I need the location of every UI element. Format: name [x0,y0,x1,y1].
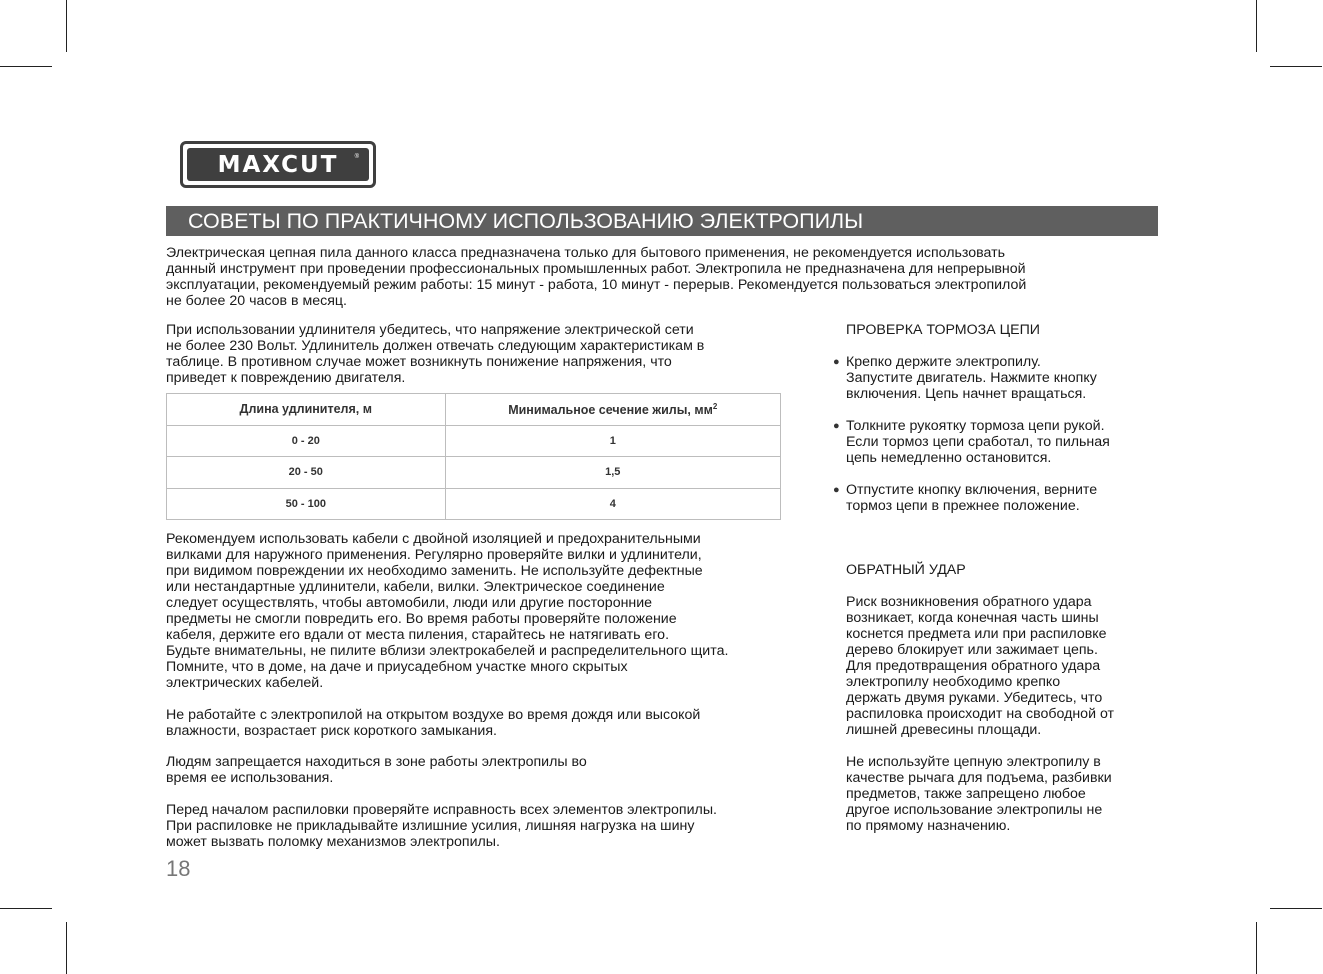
text-line: приведет к повреждению двигателя. [166,370,406,386]
brake-item [846,482,1097,514]
table-cell-length: 50 - 100 [167,488,446,520]
table-cell-section: 1 [445,425,780,457]
text-line: При распиловке не прикладывайте излишние усилия, лишняя нагрузка на шину [166,818,695,834]
table-row [167,457,781,489]
table-cell-length: 0 - 20 [167,425,446,457]
text-line: электрических кабелей. [166,675,324,691]
intro-paragraph [166,245,1026,309]
text-line: время ее использования. [166,770,334,786]
text-line: или нестандартные удлинители, кабели, вилки. Электрическое соединение [166,579,665,595]
superscript: 2 [712,401,718,411]
crop-mark [0,66,52,67]
rain-paragraph [166,707,700,739]
extension-paragraph [166,322,704,386]
text-line: не более 230 Вольт. Удлинитель должен отвечать следующим характеристикам в [166,338,705,354]
table-header-length: Длина удлинителя, м [167,394,446,426]
text-line: следует осуществлять, чтобы автомобили, люди или другие посторонние [166,595,653,611]
text-line: включения. Цепь начнет вращаться. [846,386,1087,402]
extension-cord-table [166,393,781,520]
table-header-row [167,394,781,426]
text-line: дерево блокирует или зажимает цепь. [846,642,1098,658]
text-line: Будьте внимательны, не пилите вблизи электрокабелей и распределительного щита. [166,643,729,659]
text-line: лишней древесины площади. [846,722,1042,738]
brake-item [846,354,1097,402]
text-line: Людям запрещается находиться в зоне работы электропилы во [166,754,587,770]
text-line: эксплуатации, рекомендуемый режим работы: 15 минут - работа, 10 минут - перерыв. Рекомендуется пользоваться электропилой [166,277,1027,293]
text-line: Крепко держите электропилу. [846,354,1041,370]
text-line: данный инструмент при проведении профессиональных промышленных работ. Электропила не предназначена для непрерывной [166,261,1026,277]
text-line: не более 20 часов в месяц. [166,293,347,309]
cables-paragraph [166,531,728,691]
people-paragraph [166,754,587,786]
text-line: по прямому назначению. [846,818,1011,834]
text-line: тормоз цепи в прежнее положение. [846,498,1080,514]
text-line: При использовании удлинителя убедитесь, что напряжение электрической сети [166,322,694,338]
kickback-heading: ОБРАТНЫЙ УДАР [846,562,966,578]
brake-heading: ПРОВЕРКА ТОРМОЗА ЦЕПИ [846,322,1040,338]
bullet-icon: ● [833,356,840,368]
text-line: может вызвать поломку механизмов электропилы. [166,834,500,850]
text-line: Толкните рукоятку тормоза цепи рукой. [846,418,1105,434]
text-line: вилками для наружного применения. Регулярно проверяйте вилки и удлинители, [166,547,702,563]
text-line: предметы не смогли повредить его. Во время работы проверяйте положение [166,611,677,627]
page-title: СОВЕТЫ ПО ПРАКТИЧНОМУ ИСПОЛЬЗОВАНИЮ ЭЛЕКТРОПИЛЫ [166,206,1158,236]
table-header-section [445,394,780,426]
kickback-paragraph [846,594,1114,738]
text-line: предметов, также запрещено любое [846,786,1086,802]
text-line: держать двумя руками. Убедитесь, что [846,690,1103,706]
table-header-section-text: Минимальное сечение жилы, мм [508,402,713,417]
crop-mark [1270,66,1322,67]
table-cell-length: 20 - 50 [167,457,446,489]
crop-mark [66,0,67,52]
text-line: таблице. В противном случае может возникнуть понижение напряжения, что [166,354,672,370]
table-cell-section: 1,5 [445,457,780,489]
text-line: распиловка происходит на свободной от [846,706,1115,722]
brand-logo [180,141,376,188]
text-line: Если тормоз цепи сработал, то пильная [846,434,1110,450]
crop-mark [0,908,52,909]
bullet-icon: ● [833,420,840,432]
table-row [167,425,781,457]
text-line: Для предотвращения обратного удара [846,658,1101,674]
text-line: электропилу необходимо крепко [846,674,1061,690]
lever-warning-paragraph [846,754,1112,834]
text-line: влажности, возрастает риск короткого замыкания. [166,723,497,739]
registered-mark: ® [354,154,359,160]
page-number: 18 [166,856,191,881]
text-line: Не используйте цепную электропилу в [846,754,1101,770]
table-cell-section: 4 [445,488,780,520]
text-line: качестве рычага для подъема, разбивки [846,770,1112,786]
brake-item [846,418,1110,466]
text-line: коснется предмета или при распиловке [846,626,1107,642]
text-line: другое использование электропилы не [846,802,1103,818]
text-line: при видимом повреждении их необходимо заменить. Не используйте дефектные [166,563,703,579]
text-line: Риск возникновения обратного удара [846,594,1092,610]
bullet-icon: ● [833,484,840,496]
table-row [167,488,781,520]
text-line: цепь немедленно остановится. [846,450,1052,466]
text-line: Отпустите кнопку включения, верните [846,482,1098,498]
text-line: возникает, когда конечная часть шины [846,610,1099,626]
text-line: Перед началом распиловки проверяйте исправность всех элементов электропилы. [166,802,717,818]
crop-mark [1256,922,1257,974]
check-paragraph [166,802,717,850]
brand-logo-text: MAXCUT [217,151,339,178]
text-line: Не работайте с электропилой на открытом воздухе во время дождя или высокой [166,707,701,723]
text-line: Запустите двигатель. Нажмите кнопку [846,370,1097,386]
text-line: Электрическая цепная пила данного класса предназначена только для бытового применения, не рекомендуется использовать [166,245,1006,261]
text-line: Рекомендуем использовать кабели с двойной изоляцией и предохранительными [166,531,701,547]
crop-mark [66,922,67,974]
text-line: кабеля, держите его вдали от места пиления, старайтесь не натягивать его. [166,627,670,643]
text-line: Помните, что в доме, на даче и приусадебном участке много скрытых [166,659,628,675]
crop-mark [1270,908,1322,909]
crop-mark [1256,0,1257,52]
